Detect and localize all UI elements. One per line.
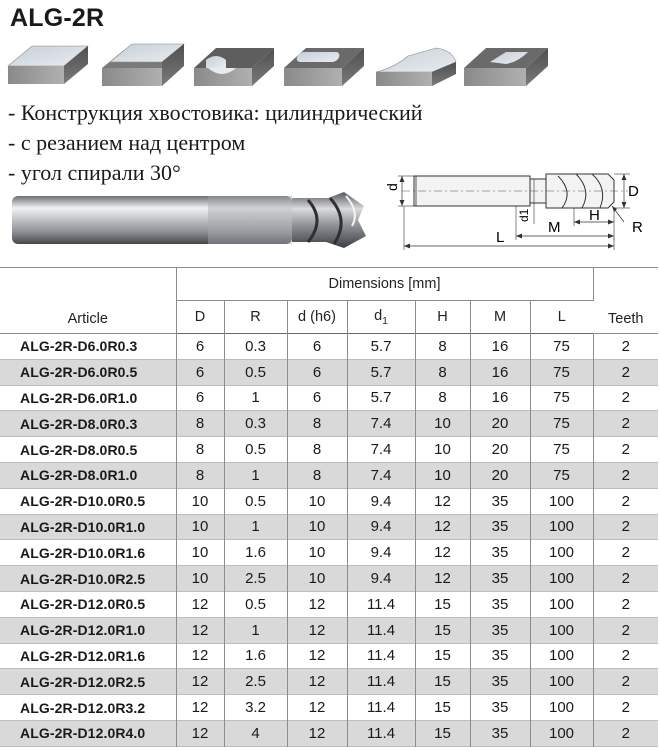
cell-R: 1.6 — [224, 540, 287, 566]
cell-d1: 5.7 — [347, 385, 415, 411]
cell-d: 6 — [287, 385, 347, 411]
cell-L: 100 — [530, 514, 593, 540]
cell-d: 12 — [287, 695, 347, 721]
operation-icons — [6, 38, 556, 94]
cell-d1: 11.4 — [347, 591, 415, 617]
cell-article: ALG-2R-D12.0R1.0 — [0, 617, 176, 643]
table-row — [0, 669, 658, 695]
cell-M: 20 — [470, 462, 530, 488]
cell-L: 100 — [530, 669, 593, 695]
cell-teeth: 2 — [621, 699, 630, 717]
cell-article: ALG-2R-D8.0R0.3 — [0, 411, 176, 437]
cell-d: 12 — [287, 591, 347, 617]
cell-teeth: 2 — [621, 337, 630, 355]
cell-d: 12 — [287, 643, 347, 669]
cell-d1: 7.4 — [347, 462, 415, 488]
dimension-drawing — [378, 158, 654, 252]
cell-article: ALG-2R-D8.0R1.0 — [0, 462, 176, 488]
cell-teeth: 2 — [621, 647, 630, 665]
cell-H: 8 — [415, 385, 470, 411]
cell-D: 8 — [176, 411, 224, 437]
cell-H: 12 — [415, 540, 470, 566]
cell-d1: 11.4 — [347, 643, 415, 669]
table-row — [0, 514, 658, 540]
cell-L: 75 — [530, 462, 593, 488]
cell-teeth: 2 — [621, 389, 630, 407]
cell-M: 16 — [470, 359, 530, 385]
cell-d: 12 — [287, 617, 347, 643]
cell-d1: 11.4 — [347, 695, 415, 721]
cell-D: 12 — [176, 643, 224, 669]
product-title: ALG-2R — [10, 4, 105, 32]
cell-L: 100 — [530, 488, 593, 514]
cell-article: ALG-2R-D10.0R1.0 — [0, 514, 176, 540]
cell-H: 15 — [415, 695, 470, 721]
cell-d: 6 — [287, 359, 347, 385]
d1-base: d — [374, 307, 383, 324]
column-header-M: M — [470, 301, 530, 334]
column-header-R: R — [224, 301, 287, 334]
column-header-H: H — [415, 301, 470, 334]
cell-L: 75 — [530, 437, 593, 463]
cell-d: 12 — [287, 669, 347, 695]
cell-article: ALG-2R-D10.0R2.5 — [0, 566, 176, 592]
column-header-D: D — [176, 301, 224, 334]
label-R: R — [632, 219, 643, 236]
cell-D: 6 — [176, 334, 224, 360]
cell-M: 35 — [470, 488, 530, 514]
cell-d1: 9.4 — [347, 488, 415, 514]
cell-R: 3.2 — [224, 695, 287, 721]
cell-D: 12 — [176, 617, 224, 643]
cell-H: 10 — [415, 437, 470, 463]
cell-d: 8 — [287, 462, 347, 488]
table-row — [0, 695, 658, 721]
cell-D: 6 — [176, 385, 224, 411]
cell-D: 12 — [176, 669, 224, 695]
cell-R: 1 — [224, 514, 287, 540]
shoulder-milling-icon — [102, 44, 184, 86]
cell-M: 20 — [470, 437, 530, 463]
cell-D: 10 — [176, 488, 224, 514]
cell-teeth: 2 — [593, 566, 658, 592]
cell-R: 0.5 — [224, 591, 287, 617]
column-header-d1 — [347, 301, 415, 334]
label-d1: d1 — [517, 208, 531, 222]
cell-R: 0.5 — [224, 488, 287, 514]
cell-D: 10 — [176, 514, 224, 540]
cell-M: 35 — [470, 540, 530, 566]
cell-M: 35 — [470, 720, 530, 746]
cell-R: 1 — [224, 385, 287, 411]
group-header-dimensions: Dimensions [mm] — [176, 268, 593, 301]
cell-H: 12 — [415, 514, 470, 540]
cell-M: 35 — [470, 617, 530, 643]
cell-article: ALG-2R-D12.0R3.2 — [0, 695, 176, 721]
cell-d1: 7.4 — [347, 411, 415, 437]
cell-article: ALG-2R-D6.0R0.3 — [0, 334, 176, 360]
pocket-milling-icon — [284, 48, 364, 86]
table-row — [0, 359, 658, 385]
cell-d: 10 — [287, 540, 347, 566]
cell-H: 15 — [415, 643, 470, 669]
cell-d: 6 — [287, 334, 347, 360]
feature-helix-angle: - угол спирали 30° — [8, 160, 181, 185]
cell-H: 15 — [415, 617, 470, 643]
cell-L: 100 — [530, 617, 593, 643]
cell-D: 12 — [176, 591, 224, 617]
table-row — [0, 334, 658, 360]
cell-M: 16 — [470, 334, 530, 360]
cell-d1: 9.4 — [347, 566, 415, 592]
cell-M: 35 — [470, 591, 530, 617]
cell-R: 1 — [224, 462, 287, 488]
end-mill-photo — [8, 186, 370, 256]
cell-M: 16 — [470, 385, 530, 411]
cell-M: 35 — [470, 566, 530, 592]
d1-subscript: 1 — [382, 315, 388, 327]
table-row — [0, 643, 658, 669]
cell-teeth: 2 — [593, 411, 658, 437]
cell-L: 100 — [530, 591, 593, 617]
cell-teeth: 2 — [621, 441, 630, 459]
cell-teeth: 2 — [621, 492, 630, 510]
cell-teeth: 2 — [621, 595, 630, 613]
cell-M: 20 — [470, 411, 530, 437]
cell-L: 75 — [530, 385, 593, 411]
cell-H: 8 — [415, 334, 470, 360]
cell-R: 0.3 — [224, 334, 287, 360]
face-milling-icon — [8, 46, 88, 84]
table-row — [0, 617, 658, 643]
cell-d: 10 — [287, 514, 347, 540]
table-row — [0, 488, 658, 514]
cell-d1: 9.4 — [347, 540, 415, 566]
cell-R: 1 — [224, 617, 287, 643]
cell-d1: 7.4 — [347, 437, 415, 463]
cell-article: ALG-2R-D6.0R0.5 — [0, 359, 176, 385]
label-D: D — [628, 183, 639, 200]
table-row — [0, 385, 658, 411]
cell-teeth: 2 — [593, 617, 658, 643]
cell-R: 4 — [224, 720, 287, 746]
cell-H: 10 — [415, 411, 470, 437]
table-row — [0, 437, 658, 463]
feature-list — [8, 98, 423, 188]
column-header-teeth: Teeth — [593, 268, 658, 334]
cell-d1: 11.4 — [347, 617, 415, 643]
cell-H: 10 — [415, 462, 470, 488]
cell-L: 100 — [530, 643, 593, 669]
cell-R: 0.5 — [224, 437, 287, 463]
cell-article: ALG-2R-D6.0R1.0 — [0, 385, 176, 411]
cell-d: 8 — [287, 411, 347, 437]
label-d: d — [384, 183, 400, 191]
table-row — [0, 462, 658, 488]
cell-D: 8 — [176, 437, 224, 463]
column-header-article: Article — [0, 268, 176, 334]
cell-R: 1.6 — [224, 643, 287, 669]
slot-milling-icon — [194, 48, 274, 86]
cell-R: 0.5 — [224, 359, 287, 385]
table-row — [0, 591, 658, 617]
cell-R: 2.5 — [224, 669, 287, 695]
cell-M: 35 — [470, 514, 530, 540]
column-header-d-h6: d (h6) — [287, 301, 347, 334]
cell-D: 10 — [176, 540, 224, 566]
cell-L: 100 — [530, 566, 593, 592]
cell-article: ALG-2R-D8.0R0.5 — [0, 437, 176, 463]
cell-R: 0.3 — [224, 411, 287, 437]
cell-teeth: 2 — [593, 514, 658, 540]
cell-D: 12 — [176, 695, 224, 721]
label-H: H — [589, 207, 600, 224]
cell-D: 12 — [176, 720, 224, 746]
cell-M: 35 — [470, 643, 530, 669]
cell-M: 35 — [470, 695, 530, 721]
cell-article: ALG-2R-D10.0R0.5 — [0, 488, 176, 514]
cell-H: 8 — [415, 359, 470, 385]
label-L: L — [496, 229, 505, 246]
cell-d1: 9.4 — [347, 514, 415, 540]
cell-L: 100 — [530, 720, 593, 746]
contour-milling-icon — [376, 48, 456, 86]
cell-d: 12 — [287, 720, 347, 746]
cell-teeth: 2 — [621, 544, 630, 562]
cell-article: ALG-2R-D12.0R0.5 — [0, 591, 176, 617]
cell-article: ALG-2R-D12.0R1.6 — [0, 643, 176, 669]
cell-L: 100 — [530, 540, 593, 566]
cell-D: 8 — [176, 462, 224, 488]
cell-article: ALG-2R-D10.0R1.6 — [0, 540, 176, 566]
ramp-milling-icon — [464, 48, 548, 86]
label-M: M — [548, 219, 561, 236]
cell-H: 12 — [415, 566, 470, 592]
table-row — [0, 566, 658, 592]
cell-teeth: 2 — [593, 462, 658, 488]
cell-H: 12 — [415, 488, 470, 514]
cell-L: 100 — [530, 695, 593, 721]
cell-article: ALG-2R-D12.0R4.0 — [0, 720, 176, 746]
cell-D: 6 — [176, 359, 224, 385]
cell-d: 8 — [287, 437, 347, 463]
cell-H: 15 — [415, 591, 470, 617]
cell-teeth: 2 — [593, 669, 658, 695]
cell-H: 15 — [415, 720, 470, 746]
cell-d: 10 — [287, 566, 347, 592]
cell-d1: 11.4 — [347, 669, 415, 695]
cell-R: 2.5 — [224, 566, 287, 592]
table-row — [0, 411, 658, 437]
cell-teeth: 2 — [593, 359, 658, 385]
cell-d1: 11.4 — [347, 720, 415, 746]
cell-L: 75 — [530, 334, 593, 360]
column-header-L: L — [557, 309, 566, 325]
cell-L: 75 — [530, 359, 593, 385]
cell-d: 10 — [287, 488, 347, 514]
cell-d1: 5.7 — [347, 359, 415, 385]
cell-H: 15 — [415, 669, 470, 695]
feature-shank: - Конструкция хвостовика: цилиндрический — [8, 100, 423, 125]
table-row — [0, 720, 658, 746]
cell-M: 35 — [470, 669, 530, 695]
cell-L: 75 — [530, 411, 593, 437]
feature-center-cutting: - с резанием над центром — [8, 130, 246, 155]
cell-d1: 5.7 — [347, 334, 415, 360]
dimensions-table — [0, 267, 658, 747]
cell-teeth: 2 — [593, 720, 658, 746]
cell-article: ALG-2R-D12.0R2.5 — [0, 669, 176, 695]
cell-D: 10 — [176, 566, 224, 592]
table-row — [0, 540, 658, 566]
